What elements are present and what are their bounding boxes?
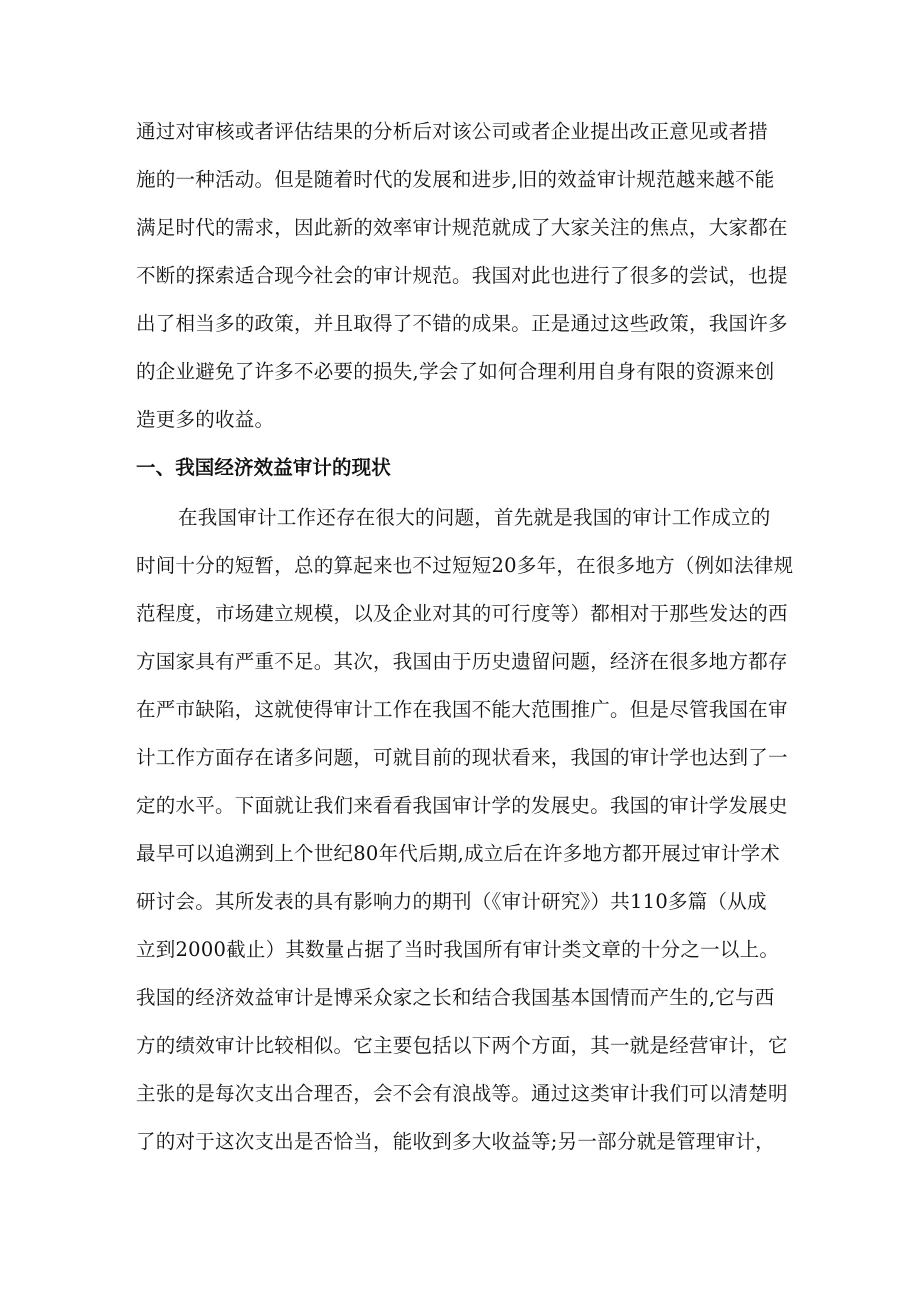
paragraph-line: 满足时代的需求，因此新的效率审计规范就成了大家关注的焦点，大家都在 [136, 216, 788, 239]
paragraph-line: 的企业避免了许多不必要的损失,学会了如何合理利用自身有限的资源来创 [136, 360, 775, 383]
paragraph-line: 不断的探索适合现今社会的审计规范。我国对此也进行了很多的尝试，也提 [136, 264, 788, 287]
paragraph-line: 立到2000截止）其数量占据了当时我国所有审计类文章的十分之一以上。 [136, 938, 780, 961]
paragraph-line: 时间十分的短暂，总的算起来也不过短短20多年，在很多地方（例如法律规 [136, 554, 794, 577]
paragraph-line: 方国家具有严重不足。其次，我国由于历史遗留问题，经济在很多地方都存 [136, 650, 788, 673]
paragraph-line: 了的对于这次支出是否恰当，能收到多大收益等;另一部分就是管理审计， [136, 1130, 775, 1153]
paragraph-line: 方的绩效审计比较相似。它主要包括以下两个方面，其一就是经营审计，它 [136, 1034, 788, 1057]
paragraph-line: 计工作方面存在诸多问题，可就目前的现状看来，我国的审计学也达到了一 [136, 746, 788, 769]
section-heading: 一、我国经济效益审计的现状 [136, 456, 391, 479]
paragraph-line: 最早可以追溯到上个世纪80年代后期,成立后在许多地方都开展过审计学术 [136, 842, 781, 865]
paragraph-line: 在我国审计工作还存在很大的问题，首先就是我国的审计工作成立的 [178, 506, 771, 529]
paragraph-line: 通过对审核或者评估结果的分析后对该公司或者企业提出改正意见或者措 [136, 120, 769, 143]
paragraph-line: 在严市缺陷，这就使得审计工作在我国不能大范围推广。但是尽管我国在审 [136, 698, 788, 721]
paragraph-line: 定的水平。下面就让我们来看看我国审计学的发展史。我国的审计学发展史 [136, 794, 788, 817]
paragraph-line: 研讨会。其所发表的具有影响力的期刊（《审计研究》）共110多篇（从成 [136, 890, 767, 913]
paragraph-line: 造更多的收益。 [136, 408, 275, 431]
paragraph-line: 出了相当多的政策，并且取得了不错的成果。正是通过这些政策，我国许多 [136, 312, 788, 335]
paragraph-line: 施的一种活动。但是随着时代的发展和进步,旧的效益审计规范越来越不能 [136, 168, 775, 191]
paragraph-line: 范程度，市场建立规模，以及企业对其的可行度等）都相对于那些发达的西 [136, 602, 788, 625]
paragraph-line: 我国的经济效益审计是博采众家之长和结合我国基本国情而产生的,它与西 [136, 986, 775, 1009]
paragraph-line: 主张的是每次支出合理否，会不会有浪战等。通过这类审计我们可以清楚明 [136, 1082, 788, 1105]
